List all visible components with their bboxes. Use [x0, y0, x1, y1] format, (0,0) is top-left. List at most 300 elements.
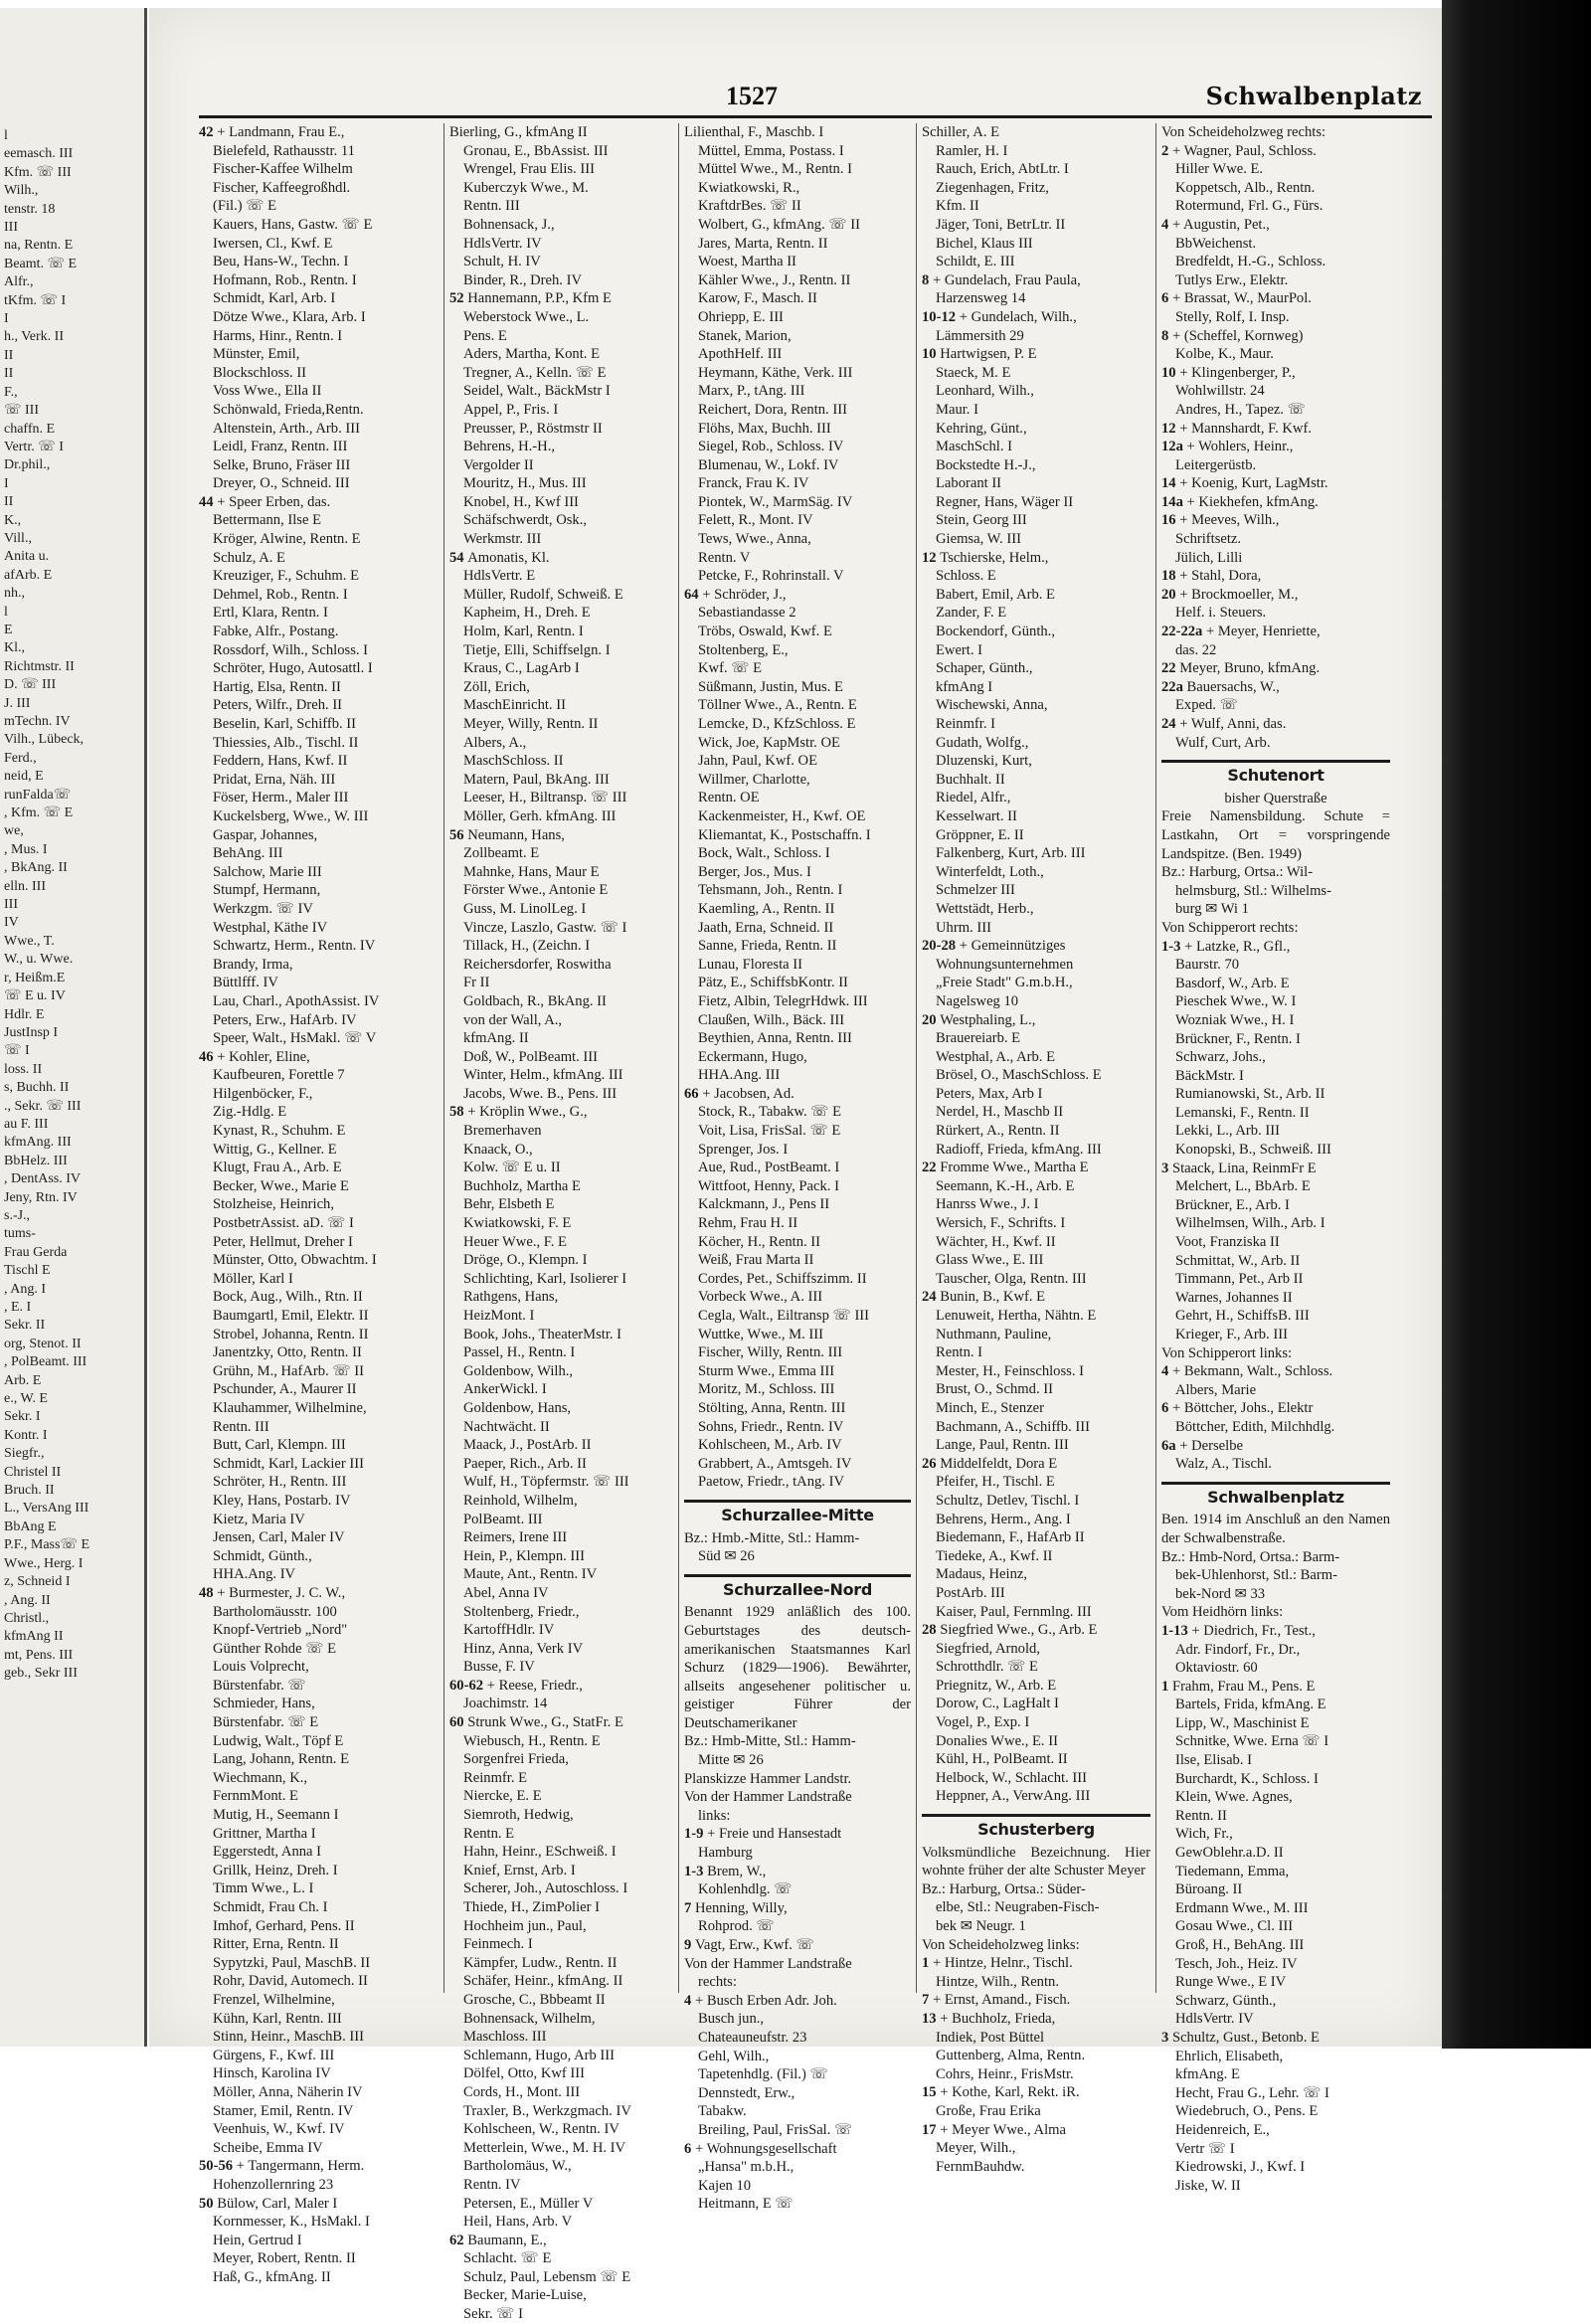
directory-entry: Schmidt, Frau Ch. I: [213, 1899, 328, 1915]
fragment-line: II: [4, 347, 14, 363]
directory-entry: Kühl, H., PolBeamt. II: [936, 1751, 1068, 1768]
directory-entry: Hein, Gertrud I: [213, 2232, 302, 2248]
directory-entry: MaschSchloss. II: [463, 753, 564, 770]
directory-entry: Hochheim jun., Paul,: [463, 1917, 587, 1934]
fragment-line: Bruch. II: [4, 1483, 55, 1499]
directory-entry: Aders, Martha, Kont. E: [463, 346, 600, 363]
directory-entry: Fischer, Willy, Rentn. III: [698, 1344, 843, 1361]
directory-entry: Günther Rohde ☏ E: [213, 1640, 337, 1657]
directory-entry: Mahnke, Hans, Maur E: [463, 863, 600, 880]
fragment-line: runFalda☏: [4, 787, 72, 803]
directory-entry: Thiede, H., ZimPolier I: [463, 1899, 600, 1915]
directory-entry: „Freie Stadt" G.m.b.H.,: [936, 975, 1073, 991]
directory-entry: Berger, Jos., Mus. I: [698, 863, 811, 880]
directory-entry: Pieschek Wwe., W. I: [1175, 993, 1297, 1010]
directory-entry: Schmittat, W., Arb. II: [1175, 1252, 1301, 1269]
directory-entry: Bürstenfabr. ☏: [213, 1677, 306, 1694]
directory-entry: 10 Hartwigsen, P. E: [922, 346, 1037, 363]
directory-entry: Ehrlich, Elisabeth,: [1175, 2048, 1284, 2064]
fragment-line: we,: [4, 823, 24, 839]
street-section-heading: Schusterberg: [922, 1814, 1150, 1840]
directory-entry: Lämmersith 29: [936, 327, 1024, 344]
directory-entry: AnkerWickl. I: [463, 1381, 547, 1398]
fragment-line: tenstr. 18: [4, 201, 56, 217]
directory-entry: Butt, Carl, Klempn. III: [213, 1437, 346, 1454]
directory-entry: Kuberczyk Wwe., M.: [463, 179, 589, 196]
directory-entry: Rentn. III: [213, 1418, 269, 1435]
directory-entry: 9 Vagt, Erw., Kwf. ☏: [684, 1937, 814, 1953]
fragment-line: na, Rentn. E: [4, 238, 74, 254]
page-header: [199, 80, 1432, 118]
directory-entry: Meyer, Robert, Rentn. II: [213, 2250, 356, 2267]
directory-entry: Thiessies, Alb., Tischl. II: [213, 734, 359, 751]
directory-entry: Gudath, Wolfg.,: [936, 734, 1029, 751]
directory-entry: Knopf-Vertrieb „Nord": [213, 1622, 348, 1639]
directory-entry: Bohnensack, Wilhelm,: [463, 2010, 596, 2027]
directory-entry: Uhrm. III: [936, 919, 991, 936]
directory-entry: Altenstein, Arth., Arb. III: [213, 420, 360, 437]
directory-entry: 24 + Wulf, Anni, das.: [1161, 716, 1287, 732]
fragment-line: Dr.phil.,: [4, 457, 51, 473]
directory-entry: Leonhard, Wilh.,: [936, 383, 1034, 400]
directory-entry: Sypytzki, Paul, MaschB. II: [213, 1954, 371, 1971]
directory-entry: Jaath, Erna, Schneid. II: [698, 919, 834, 936]
directory-entry: Schildt, E. III: [936, 254, 1015, 270]
directory-entry: Kajen 10: [698, 2177, 752, 2194]
directory-entry: Bachmann, A., Schiffb. III: [936, 1418, 1090, 1435]
directory-entry: Werkzgm. ☏ IV: [213, 900, 313, 917]
directory-entry: Süd ✉ 26: [698, 1548, 755, 1565]
directory-entry: von der Wall, A.,: [463, 1011, 563, 1028]
directory-entry: Kohlenhdlg. ☏: [698, 1881, 793, 1898]
directory-entry: Eckermann, Hugo,: [698, 1048, 807, 1065]
directory-entry: Pfeifer, H., Tischl. E: [936, 1474, 1055, 1491]
directory-entry: Kornmesser, K., HsMakl. I: [213, 2214, 370, 2231]
directory-entry: 48 + Burmester, J. C. W.,: [199, 1584, 346, 1601]
directory-entry: Jahn, Paul, Kwf. OE: [698, 753, 817, 770]
directory-entry: bek ✉ Neugr. 1: [936, 1918, 1026, 1934]
directory-entry: 15 + Kothe, Karl, Rekt. iR.: [922, 2084, 1080, 2101]
directory-entry: Gehrt, H., SchiffsB. III: [1175, 1308, 1310, 1325]
directory-entry: FernmBauhdw.: [936, 2158, 1025, 2175]
directory-entry: 24 Bunin, B., Kwf. E: [922, 1289, 1046, 1306]
directory-entry: 7 Henning, Willy,: [684, 1899, 788, 1916]
fragment-line: ☏ I: [4, 1043, 30, 1059]
directory-entry: 6 + Wohnungsgesellschaft: [684, 2140, 837, 2157]
directory-entry: 42 + Landmann, Frau E.,: [199, 124, 345, 140]
directory-entry: Stolzheise, Heinrich,: [213, 1196, 334, 1213]
directory-entry: Dötze Wwe., Klara, Arb. I: [213, 308, 366, 325]
directory-entry: Tehsmann, Joh., Rentn. I: [698, 882, 843, 899]
directory-entry: HdlsVertr. E: [463, 568, 536, 585]
fragment-line: , DentAss. IV: [4, 1171, 81, 1187]
directory-entry: Heymann, Käthe, Verk. III: [698, 364, 853, 381]
book-spine-shadow: [1442, 0, 1591, 2049]
directory-entry: Rentn. II: [1175, 1807, 1227, 1824]
directory-entry: Guttenberg, Alma, Rentn.: [936, 2048, 1086, 2064]
directory-entry: 17 + Meyer Wwe., Alma: [922, 2121, 1066, 2138]
directory-entry: 7 + Ernst, Amand., Fisch.: [922, 1992, 1071, 2009]
directory-entry: Kolbe, K., Maur.: [1175, 346, 1274, 363]
directory-entry: Baumgartl, Emil, Elektr. II: [213, 1308, 369, 1324]
directory-entry: Schulz, Paul, Lebensm ☏ E: [463, 2268, 631, 2285]
directory-entry: 4 + Busch Erben Adr. Joh.: [684, 1992, 837, 2009]
fragment-line: I: [4, 311, 9, 327]
fragment-line: Arb. E: [4, 1372, 42, 1388]
directory-entry: Reichersdorfer, Roswitha: [463, 956, 612, 973]
directory-entry: Bartels, Frida, kfmAng. E: [1175, 1697, 1326, 1713]
directory-entry: Grabbert, A., Amtsgeh. IV: [698, 1455, 852, 1472]
fragment-line: II: [4, 494, 14, 510]
directory-entry: Gröppner, E. II: [936, 826, 1024, 843]
directory-entry: Von Scheideholzweg rechts:: [1161, 124, 1326, 140]
directory-entry: Wächter, H., Kwf. II: [936, 1233, 1056, 1250]
directory-entry: Vertr ☏ I: [1175, 2140, 1235, 2157]
directory-entry: Sohns, Friedr., Rentn. IV: [698, 1418, 844, 1435]
street-note: Freie Namensbildung. Schute = Lastkahn, Ort = vorspringende Landspitze. (Ben. 1949): [1161, 808, 1390, 862]
column-3: [684, 123, 911, 2213]
directory-entry: Rentn. E: [463, 1825, 515, 1842]
directory-entry: 14 + Koenig, Kurt, LagMstr.: [1161, 475, 1328, 492]
fragment-line: Alfr.,: [4, 274, 34, 290]
directory-entry: 52 Hannemann, P.P., Kfm E: [449, 290, 612, 307]
directory-entry: Maur. I: [936, 401, 978, 418]
directory-entry: Münster, Otto, Obwachtm. I: [213, 1252, 377, 1269]
directory-entry: Heil, Hans, Arb. V: [463, 2214, 573, 2231]
directory-entry: Moritz, M., Schloss. III: [698, 1381, 835, 1398]
directory-entry: Stock, R., Tabakw. ☏ E: [698, 1104, 842, 1121]
directory-entry: 20 + Brockmoeller, M.,: [1161, 586, 1299, 603]
directory-entry: Hofmann, Rob., Rentn. I: [213, 271, 357, 288]
directory-entry: Albers, A.,: [463, 734, 527, 751]
directory-entry: Buchhalt. II: [936, 771, 1005, 788]
directory-entry: Heidenreich, E.,: [1175, 2121, 1270, 2138]
directory-entry: Kynast, R., Schuhm. E: [213, 1123, 346, 1140]
fragment-line: s.-J.,: [4, 1207, 31, 1223]
directory-entry: Bichel, Klaus III: [936, 235, 1033, 252]
directory-entry: Speer, Walt., HsMakl. ☏ V: [213, 1030, 377, 1047]
fragment-line: , Mus. I: [4, 841, 48, 857]
directory-entry: Süßmann, Justin, Mus. E: [698, 678, 843, 695]
directory-entry: Basdorf, W., Arb. E: [1175, 975, 1290, 991]
directory-entry: Kwiatkowski, F. E: [463, 1215, 572, 1232]
directory-entry: Bockstedte H.-J.,: [936, 456, 1036, 473]
directory-entry: Kalckmann, J., Pens II: [698, 1196, 830, 1213]
directory-entry: 20-28 + Gemeinnütziges: [922, 938, 1066, 955]
directory-entry: GewOblehr.a.D. II: [1175, 1845, 1284, 1862]
directory-entry: Rohprod. ☏: [698, 1918, 775, 1935]
directory-entry: 54 Amonatis, Kl.: [449, 549, 550, 566]
directory-entry: Tiedeke, A., Kwf. II: [936, 1547, 1053, 1564]
directory-entry: Harms, Hinr., Rentn. I: [213, 327, 343, 344]
directory-entry: Guss, M. LinolLeg. I: [463, 900, 587, 917]
fragment-line: neid, E: [4, 769, 44, 785]
directory-entry: Rohr, David, Automech. II: [213, 1973, 368, 1990]
fragment-line: kfmAng II: [4, 1629, 64, 1645]
directory-entry: Bohnensack, J.,: [463, 216, 555, 233]
directory-entry: Stanek, Marion,: [698, 327, 792, 344]
column-divider: [916, 123, 917, 1993]
fragment-line: L., VersAng III: [4, 1501, 89, 1517]
directory-entry: 22a Bauersachs, W.,: [1161, 678, 1280, 695]
directory-entry: Kietz, Maria IV: [213, 1511, 305, 1527]
directory-entry: HeizMont. I: [463, 1308, 535, 1324]
directory-entry: Haß, G., kfmAng. II: [213, 2268, 331, 2285]
directory-entry: Schwartz, Herm., Rentn. IV: [213, 938, 376, 955]
directory-entry: Kfm. II: [936, 198, 979, 215]
directory-entry: Jares, Marta, Rentn. II: [698, 235, 828, 252]
directory-entry: Marx, P., tAng. III: [698, 383, 805, 400]
directory-entry: Becker, Marie-Luise,: [463, 2287, 587, 2304]
directory-entry: Chateauneufstr. 23: [698, 2029, 807, 2046]
directory-entry: Pens. E: [463, 327, 507, 344]
directory-entry: Hinz, Anna, Verk IV: [463, 1640, 584, 1657]
directory-entry: Wulf, Curt, Arb.: [1175, 734, 1271, 751]
directory-entry: Nerdel, H., Maschb II: [936, 1104, 1064, 1121]
directory-columns: [199, 123, 1447, 2323]
directory-entry: Lau, Charl., ApothAssist. IV: [213, 992, 380, 1009]
directory-entry: Book, Johs., TheaterMstr. I: [463, 1326, 622, 1342]
directory-entry: Passel, H., Rentn. I: [463, 1344, 576, 1361]
directory-entry: Eggerstedt, Anna I: [213, 1844, 322, 1861]
directory-entry: Rentn. I: [936, 1344, 983, 1361]
directory-entry: Sprenger, Jos. I: [698, 1141, 789, 1158]
directory-entry: Müller, Rudolf, Schweiß. E: [463, 586, 623, 603]
directory-entry: Sturm Wwe., Emma III: [698, 1362, 835, 1379]
directory-entry: Bz.: Hmb.-Mitte, Stl.: Hamm-: [684, 1529, 860, 1546]
directory-entry: 60-62 + Reese, Friedr.,: [449, 1677, 583, 1694]
directory-entry: Goldenbow, Wilh.,: [463, 1362, 574, 1379]
directory-entry: Willmer, Charlotte,: [698, 771, 810, 788]
directory-entry: Hecht, Frau G., Lehr. ☏ I: [1175, 2084, 1329, 2101]
directory-entry: Pätz, E., SchiffsbKontr. II: [698, 975, 848, 991]
directory-entry: Bürstenfabr. ☏ E: [213, 1714, 319, 1731]
directory-entry: Cordes, Pet., Schiffszimm. II: [698, 1270, 867, 1287]
directory-entry: Scherer, Joh., Autoschloss. I: [463, 1880, 628, 1897]
directory-entry: Breiling, Paul, FrisSal. ☏: [698, 2121, 853, 2138]
directory-entry: Von Schipperort links:: [1161, 1344, 1293, 1361]
directory-entry: kfmAng I: [936, 678, 993, 695]
directory-entry: Doß, W., PolBeamt. III: [463, 1048, 598, 1065]
directory-entry: Planskizze Hammer Landstr.: [684, 1770, 852, 1787]
directory-entry: Schäfer, Heinr., kfmAng. II: [463, 1973, 623, 1990]
fragment-line: kfmAng. III: [4, 1135, 72, 1151]
directory-entry: 22 Fromme Wwe., Martha E: [922, 1160, 1089, 1176]
directory-entry: Lunau, Floresta II: [698, 956, 802, 973]
directory-entry: Leeser, H., Biltransp. ☏ III: [463, 790, 627, 806]
directory-entry: Appel, P., Fris. I: [463, 401, 559, 418]
directory-entry: Priegnitz, W., Arb. E: [936, 1677, 1057, 1694]
directory-entry: Behrens, H.-H.,: [463, 439, 556, 455]
fragment-line: h., Verk. II: [4, 329, 65, 345]
fragment-line: Siegfr.,: [4, 1446, 45, 1462]
directory-entry: Franck, Frau K. IV: [698, 475, 809, 492]
directory-entry: 66 + Jacobsen, Ad.: [684, 1085, 795, 1102]
directory-entry: Rentn. III: [463, 198, 520, 215]
directory-entry: Behr, Elsbeth E: [463, 1196, 555, 1213]
fragment-line: mt, Pens. III: [4, 1647, 74, 1663]
directory-entry: Schäfschwerdt, Osk.,: [463, 512, 588, 529]
street-section-heading: Schutenort: [1161, 760, 1390, 786]
fragment-line: III: [4, 897, 18, 913]
directory-entry: Brösel, O., MaschSchloss. E: [936, 1067, 1102, 1084]
directory-entry: Wilhelmsen, Wilh., Arb. I: [1175, 1215, 1326, 1232]
fragment-line: au F. III: [4, 1116, 49, 1132]
directory-entry: 3 Schultz, Gust., Betonb. E: [1161, 2029, 1320, 2046]
directory-entry: Zollbeamt. E: [463, 845, 540, 862]
directory-entry: Maack, J., PostArb. II: [463, 1437, 592, 1454]
directory-entry: Matern, Paul, BkAng. III: [463, 771, 610, 788]
directory-entry: Siegfried, Arnold,: [936, 1640, 1040, 1657]
directory-entry: KraftdrBes. ☏ II: [698, 198, 801, 215]
street-note: Benannt 1929 anläßlich des 100. Geburtstages des deutsch-amerikanischen Staatsmannes Karl Schurz (1829—1906). Bewährter, allseits angesehener politischer u. geistiger Führer der Deutschamerikaner: [684, 1604, 911, 1731]
directory-entry: Woest, Martha II: [698, 254, 796, 270]
directory-entry: links:: [698, 1807, 731, 1824]
directory-entry: elbe, Stl.: Neugraben-Fisch-: [936, 1899, 1100, 1916]
directory-entry: Kehring, Günt.,: [936, 420, 1027, 437]
directory-entry: Kaiser, Paul, Fernmlng. III: [936, 1603, 1092, 1620]
directory-entry: Becker, Wwe., Marie E: [213, 1177, 349, 1194]
fragment-line: IV: [4, 915, 19, 931]
directory-entry: HHA.Ang. IV: [213, 1566, 296, 1583]
directory-entry: Melchert, L., BbArb. E: [1175, 1178, 1311, 1195]
directory-entry: Schult, H. IV: [463, 254, 541, 270]
directory-entry: Bierling, G., kfmAng II: [449, 124, 588, 140]
directory-entry: Böttcher, Edith, Milchhdlg.: [1175, 1418, 1335, 1435]
fragment-line: Beamt. ☏ E: [4, 256, 78, 271]
directory-entry: Bremerhaven: [463, 1123, 542, 1140]
directory-entry: Wick, Joe, KapMstr. OE: [698, 734, 840, 751]
directory-entry: Cohrs, Heinr., FrisMstr.: [936, 2065, 1074, 2082]
fragment-line: , E. I: [4, 1300, 32, 1315]
directory-entry: Busch jun.,: [698, 2011, 765, 2028]
fragment-line: l: [4, 604, 8, 620]
directory-entry: Lemanski, F., Rentn. II: [1175, 1104, 1310, 1121]
directory-entry: Kwiatkowski, R.,: [698, 179, 800, 196]
directory-entry: Brückner, F., Rentn. I: [1175, 1030, 1301, 1047]
directory-entry: Wulf, H., Töpfermstr. ☏ III: [463, 1474, 629, 1491]
directory-entry: Frenzel, Wilhelmine,: [213, 1991, 335, 2008]
directory-entry: Baurstr. 70: [1175, 957, 1240, 974]
directory-entry: Kliemantat, K., Postschaffn. I: [698, 826, 871, 843]
directory-entry: Ludwig, Walt., Töpf E: [213, 1732, 344, 1749]
fragment-line: I: [4, 475, 9, 491]
directory-entry: Peter, Hellmut, Dreher I: [213, 1233, 353, 1250]
fragment-line: JustInsp I: [4, 1024, 59, 1040]
directory-entry: Ritter, Erna, Rentn. II: [213, 1936, 339, 1953]
directory-entry: Weberstock Wwe., L.: [463, 308, 590, 325]
directory-entry: Kesselwart. II: [936, 807, 1017, 824]
directory-entry: Kröger, Alwine, Rentn. E: [213, 531, 361, 548]
directory-entry: Müttel Wwe., M., Rentn. I: [698, 161, 852, 178]
directory-entry: Bz.: Hmb-Nord, Ortsa.: Barm-: [1161, 1548, 1340, 1565]
directory-entry: Konopski, B., Schweiß. III: [1175, 1142, 1331, 1159]
directory-entry: Rentn. IV: [463, 2176, 521, 2193]
directory-entry: Kohlscheen, W., Rentn. IV: [463, 2121, 619, 2138]
directory-entry: Biedemann, F., HafArb II: [936, 1529, 1085, 1546]
directory-entry: Schröter, Hugo, Autosattl. I: [213, 660, 373, 677]
directory-entry: Hintze, Wilh., Rentn.: [936, 1973, 1059, 1990]
directory-entry: Hiller Wwe. E.: [1175, 161, 1264, 178]
fragment-line: Richtmstr. II: [4, 658, 75, 674]
fragment-line: II: [4, 366, 14, 382]
directory-entry: Töllner Wwe., A., Rentn. E: [698, 697, 857, 714]
directory-entry: Knaack, O.,: [463, 1141, 533, 1158]
directory-entry: Wozniak Wwe., H. I: [1175, 1011, 1295, 1028]
fragment-line: tKfm. ☏ I: [4, 292, 67, 308]
directory-entry: Wolbert, G., kfmAng. ☏ II: [698, 216, 860, 233]
directory-entry: Ertl, Klara, Rentn. I: [213, 605, 328, 622]
directory-entry: Wettstädt, Herb.,: [936, 900, 1034, 917]
directory-entry: Wuttke, Wwe., M. III: [698, 1326, 823, 1342]
fragment-line: BbHelz. III: [4, 1153, 68, 1168]
directory-entry: das. 22: [1175, 641, 1217, 658]
directory-entry: Gehl, Wilh.,: [698, 2048, 770, 2064]
directory-entry: Runge Wwe., E IV: [1175, 1974, 1287, 1991]
directory-entry: Reimers, Irene III: [463, 1529, 568, 1546]
fragment-line: geb., Sekr III: [4, 1666, 78, 1682]
directory-entry: Von der Hammer Landstraße: [684, 1789, 852, 1806]
directory-entry: 12 + Mannshardt, F. Kwf.: [1161, 420, 1312, 437]
directory-entry: Büroang. II: [1175, 1881, 1243, 1898]
directory-entry: Möller, Gerh. kfmAng. III: [463, 807, 617, 824]
directory-entry: Vorbeck Wwe., A. III: [698, 1289, 823, 1306]
directory-entry: Paeper, Rich., Arb. II: [463, 1455, 587, 1472]
directory-entry: Petcke, F., Rohrinstall. V: [698, 568, 844, 585]
directory-entry: Walz, A., Tischl.: [1175, 1456, 1272, 1473]
directory-entry: Rossdorf, Wilh., Schloss. I: [213, 641, 369, 658]
directory-entry: Wittig, G., Kellner. E: [213, 1141, 337, 1158]
directory-entry: Dorow, C., LagHalt I: [936, 1696, 1059, 1712]
directory-entry: Dehmel, Rob., Rentn. I: [213, 586, 348, 603]
directory-entry: Vincze, Laszlo, Gastw. ☏ I: [463, 919, 627, 936]
directory-entry: Sebastiandasse 2: [698, 605, 796, 622]
directory-entry: Kreuziger, F., Schuhm. E: [213, 568, 359, 585]
directory-entry: Hamburg: [698, 1845, 753, 1862]
left-page-fragment: [0, 8, 147, 2047]
fragment-line: , PolBeamt. III: [4, 1354, 88, 1370]
directory-entry: Schriftsetz.: [1175, 531, 1242, 548]
directory-entry: Wersich, F., Schrifts. I: [936, 1215, 1066, 1232]
directory-entry: Grillk, Heinz, Dreh. I: [213, 1862, 338, 1878]
directory-entry: Bielefeld, Rathausstr. 11: [213, 142, 355, 159]
directory-entry: HdlsVertr. IV: [463, 235, 542, 252]
directory-entry: Bock, Walt., Schloss. I: [698, 845, 830, 862]
directory-entry: Warnes, Johannes II: [1175, 1289, 1293, 1306]
fragment-line: Sekr. II: [4, 1318, 46, 1334]
street-former-name: bisher Querstraße: [1224, 790, 1327, 806]
directory-entry: Maschloss. III: [463, 2029, 547, 2046]
directory-entry: Brust, O., Schmd. II: [936, 1381, 1053, 1398]
directory-entry: Kaufbeuren, Forettle 7: [213, 1067, 345, 1084]
directory-entry: Hohenzollernring 23: [213, 2176, 334, 2193]
fragment-line: chaffn. E: [4, 421, 56, 437]
directory-entry: Brauereiarb. E: [936, 1030, 1021, 1047]
fragment-line: , Kfm. ☏ E: [4, 805, 74, 821]
directory-entry: Busse, F. IV: [463, 1659, 535, 1676]
directory-entry: PostArb. III: [936, 1584, 1005, 1601]
directory-entry: Jäger, Toni, BetrLtr. II: [936, 216, 1066, 233]
directory-entry: Ramler, H. I: [936, 142, 1008, 159]
fragment-line: ., Sekr. ☏ III: [4, 1098, 82, 1114]
directory-entry: Pridat, Erna, Näh. III: [213, 771, 336, 788]
directory-entry: Kiedrowski, J., Kwf. I: [1175, 2159, 1306, 2176]
directory-entry: Reinhold, Wilhelm,: [463, 1492, 578, 1509]
directory-entry: Tesch, Joh., Heiz. IV: [1175, 1955, 1298, 1972]
directory-entry: Imhof, Gerhard, Pens. II: [213, 1917, 355, 1934]
directory-entry: Winter, Helm., kfmAng. III: [463, 1067, 623, 1084]
directory-entry: Siemroth, Hedwig,: [463, 1807, 574, 1824]
